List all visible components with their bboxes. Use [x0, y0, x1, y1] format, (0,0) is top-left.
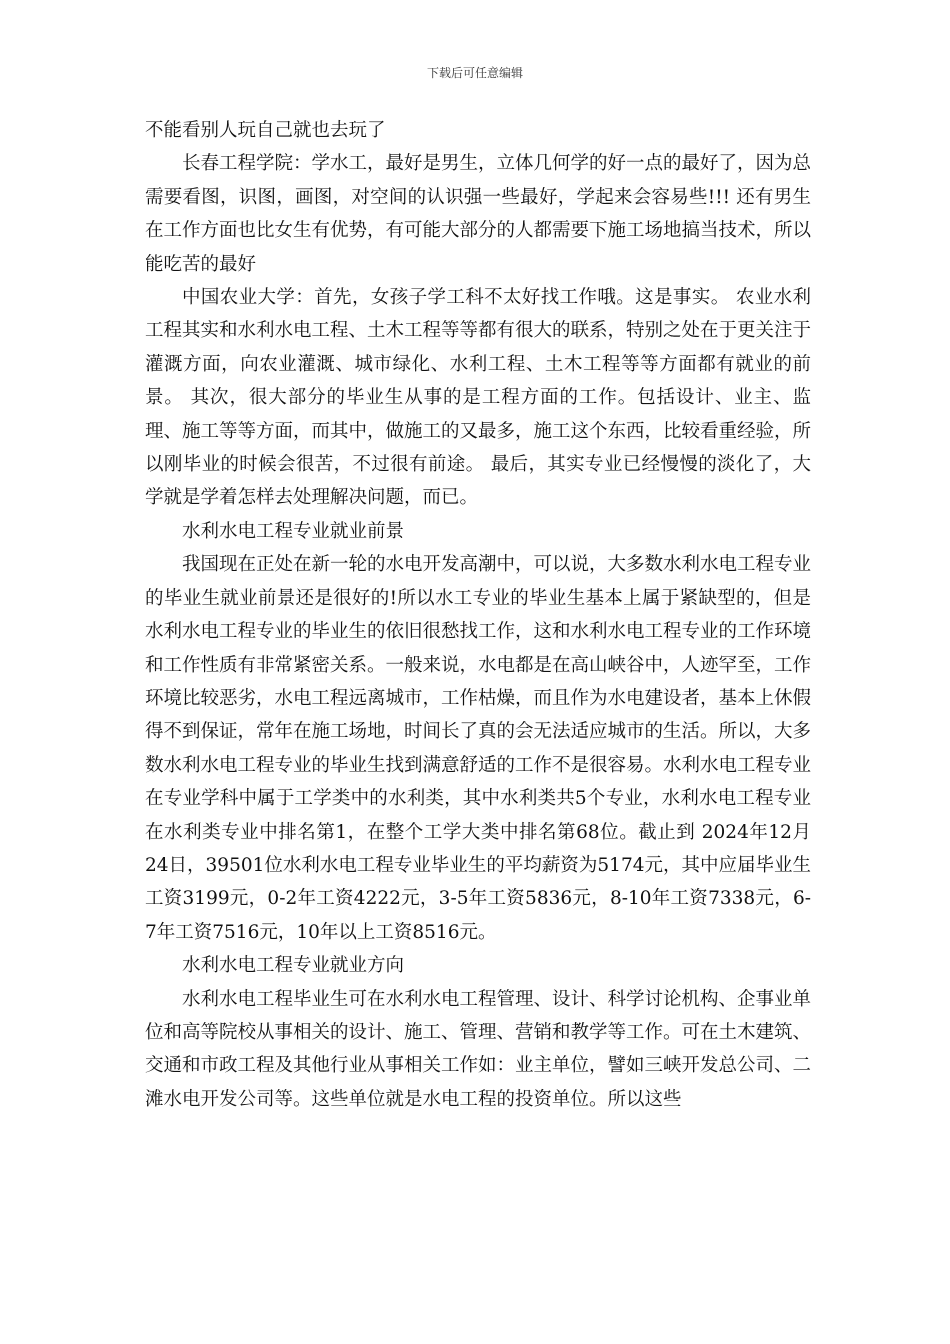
- paragraph-3: 中国农业大学：首先，女孩子学工科不太好找工作哦。这是事实。 农业水利工程其实和水利水电工程、土木工程等等都有很大的联系，特别之处在于更关注于灌溉方面，向农业灌溉、城市绿化、水利工程、土木工程等等方面都有就业的前景。 其次，很大部分的毕业生从事的是工程方面的工作。包括设计、业主、监理、施工等等方面，而其中，做施工的又最多，施工这个东西，比较看重经验，所以刚毕业的时候会很苦，不过很有前途。 最后，其实专业已经慢慢的淡化了，大学就是学着怎样去处理解决问题，而已。: [145, 287, 812, 509]
- section-heading-directions: 水利水电工程专业就业方向: [182, 955, 405, 977]
- paragraph-2: 长春工程学院：学水工，最好是男生，立体几何学的好一点的最好了，因为总需要看图，识图，画图，对空间的认识强一些最好，学起来会容易些!!! 还有男生在工作方面也比女生有优势，有可能大部分的人都需要下施工场地搞当技术，所以能吃苦的最好: [145, 153, 812, 275]
- document-body: [145, 114, 811, 1116]
- paragraph-1: 不能看别人玩自己就也去玩了: [145, 120, 386, 141]
- section-heading-prospects: 水利水电工程专业就业前景: [182, 520, 405, 542]
- paragraph-7: 水利水电工程毕业生可在水利水电工程管理、设计、科学讨论机构、企事业单位和高等院校从事相关的设计、施工、管理、营销和教学等工作。可在土木建筑、交通和市政工程及其他行业从事相关工作如：业主单位，譬如三峡开发总公司、二滩水电开发公司等。这些单位就是水电工程的投资单位。所以这些: [145, 988, 812, 1110]
- page-header: 下载后可任意编辑: [426, 66, 523, 80]
- paragraph-5: 我国现在正处在新一轮的水电开发高潮中，可以说，大多数水利水电工程专业的毕业生就业前景还是很好的!所以水工专业的毕业生基本上属于紧缺型的，但是水利水电工程专业的毕业生的依旧很愁找工作，这和水利水电工程专业的工作环境和工作性质有非常紧密关系。一般来说，水电都是在高山峡谷中，人迹罕至，工作环境比较恶劣，水电工程远离城市，工作枯燥，而且作为水电建设者，基本上休假得不到保证，常年在施工场地，时间长了真的会无法适应城市的生活。所以，大多数水利水电工程专业的毕业生找到满意舒适的工作不是很容易。水利水电工程专业在专业学科中属于工学类中的水利类，其中水利类共5个专业，水利水电工程专业在水利类专业中排名第1，在整个工学大类中排名第68位。截止到 2024年12月24日，39501位水利水电工程专业毕业生的平均薪资为5174元，其中应届毕业生工资3199元，0-2年工资4222元，3-5年工资5836元，8-10年工资7338元，6-7年工资7516元，10年以上工资8516元。: [145, 554, 812, 943]
